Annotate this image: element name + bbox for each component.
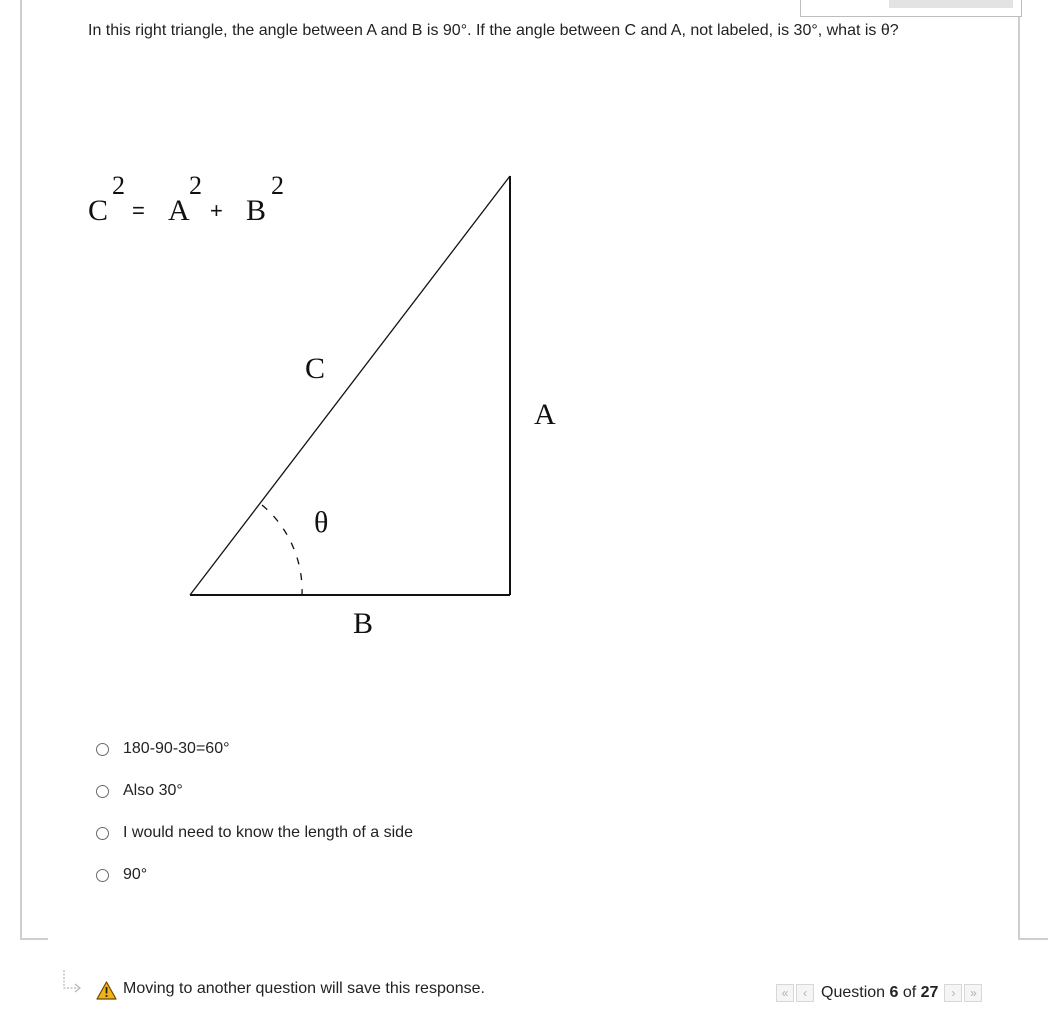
label-b: B xyxy=(353,607,374,640)
choice-4[interactable] xyxy=(96,854,413,896)
side-c-line xyxy=(190,176,510,595)
choice-label: Also 30° xyxy=(123,782,183,799)
chevron-left-icon[interactable]: ‹ xyxy=(796,984,814,1002)
triangle-shape xyxy=(190,176,510,595)
triangle-figure xyxy=(80,160,600,655)
save-response-message: Moving to another question will save this response. xyxy=(123,980,485,997)
radio-button[interactable] xyxy=(96,785,109,798)
label-theta: θ xyxy=(314,506,329,539)
label-c: C xyxy=(305,352,326,385)
double-chevron-left-icon[interactable]: « xyxy=(776,984,794,1002)
question-counter xyxy=(821,984,938,1002)
radio-button[interactable] xyxy=(96,743,109,756)
formula-b-sq: 2 xyxy=(271,171,284,200)
choice-label: I would need to know the length of a side xyxy=(123,824,413,841)
double-chevron-right-icon[interactable]: » xyxy=(964,984,982,1002)
question-counter-of: of xyxy=(902,984,917,1001)
radio-button[interactable] xyxy=(96,827,109,840)
choice-1[interactable] xyxy=(96,728,413,770)
formula-c: C xyxy=(88,194,109,227)
radio-button[interactable] xyxy=(96,869,109,882)
theta-arc xyxy=(262,505,302,595)
question-text: In this right triangle, the angle between A and B is 90°. If the angle between C and A, not labeled, is 30°, what is θ? xyxy=(88,22,899,39)
question-navigation xyxy=(776,984,984,1002)
chevron-right-icon[interactable]: › xyxy=(944,984,962,1002)
formula-a-sq: 2 xyxy=(189,171,202,200)
footer-bar xyxy=(0,960,1054,1012)
label-a: A xyxy=(534,398,556,431)
formula-plus: + xyxy=(210,198,223,223)
panel-border-left xyxy=(20,0,22,940)
formula-c-sq: 2 xyxy=(112,171,125,200)
panel-border-bottom-right xyxy=(1020,938,1048,940)
choice-label: 180-90-30=60° xyxy=(123,740,230,757)
panel-border-right xyxy=(1018,0,1020,940)
top-right-button[interactable] xyxy=(889,0,1013,8)
question-total: 27 xyxy=(920,984,939,1001)
choice-3[interactable] xyxy=(96,812,413,854)
choice-label: 90° xyxy=(123,866,148,883)
triangle-diagram xyxy=(80,160,600,650)
top-right-panel xyxy=(800,0,1022,17)
warning-icon xyxy=(96,981,117,1000)
panel-border-bottom-left xyxy=(20,938,48,940)
pythagorean-formula xyxy=(88,171,284,227)
formula-a: A xyxy=(168,194,190,227)
return-arrow-icon xyxy=(62,968,84,994)
question-counter-prefix: Question xyxy=(821,984,886,1001)
formula-b: B xyxy=(246,194,267,227)
question-current: 6 xyxy=(889,984,899,1001)
choice-2[interactable] xyxy=(96,770,413,812)
formula-eq: = xyxy=(132,198,145,223)
answer-choices xyxy=(96,728,413,896)
